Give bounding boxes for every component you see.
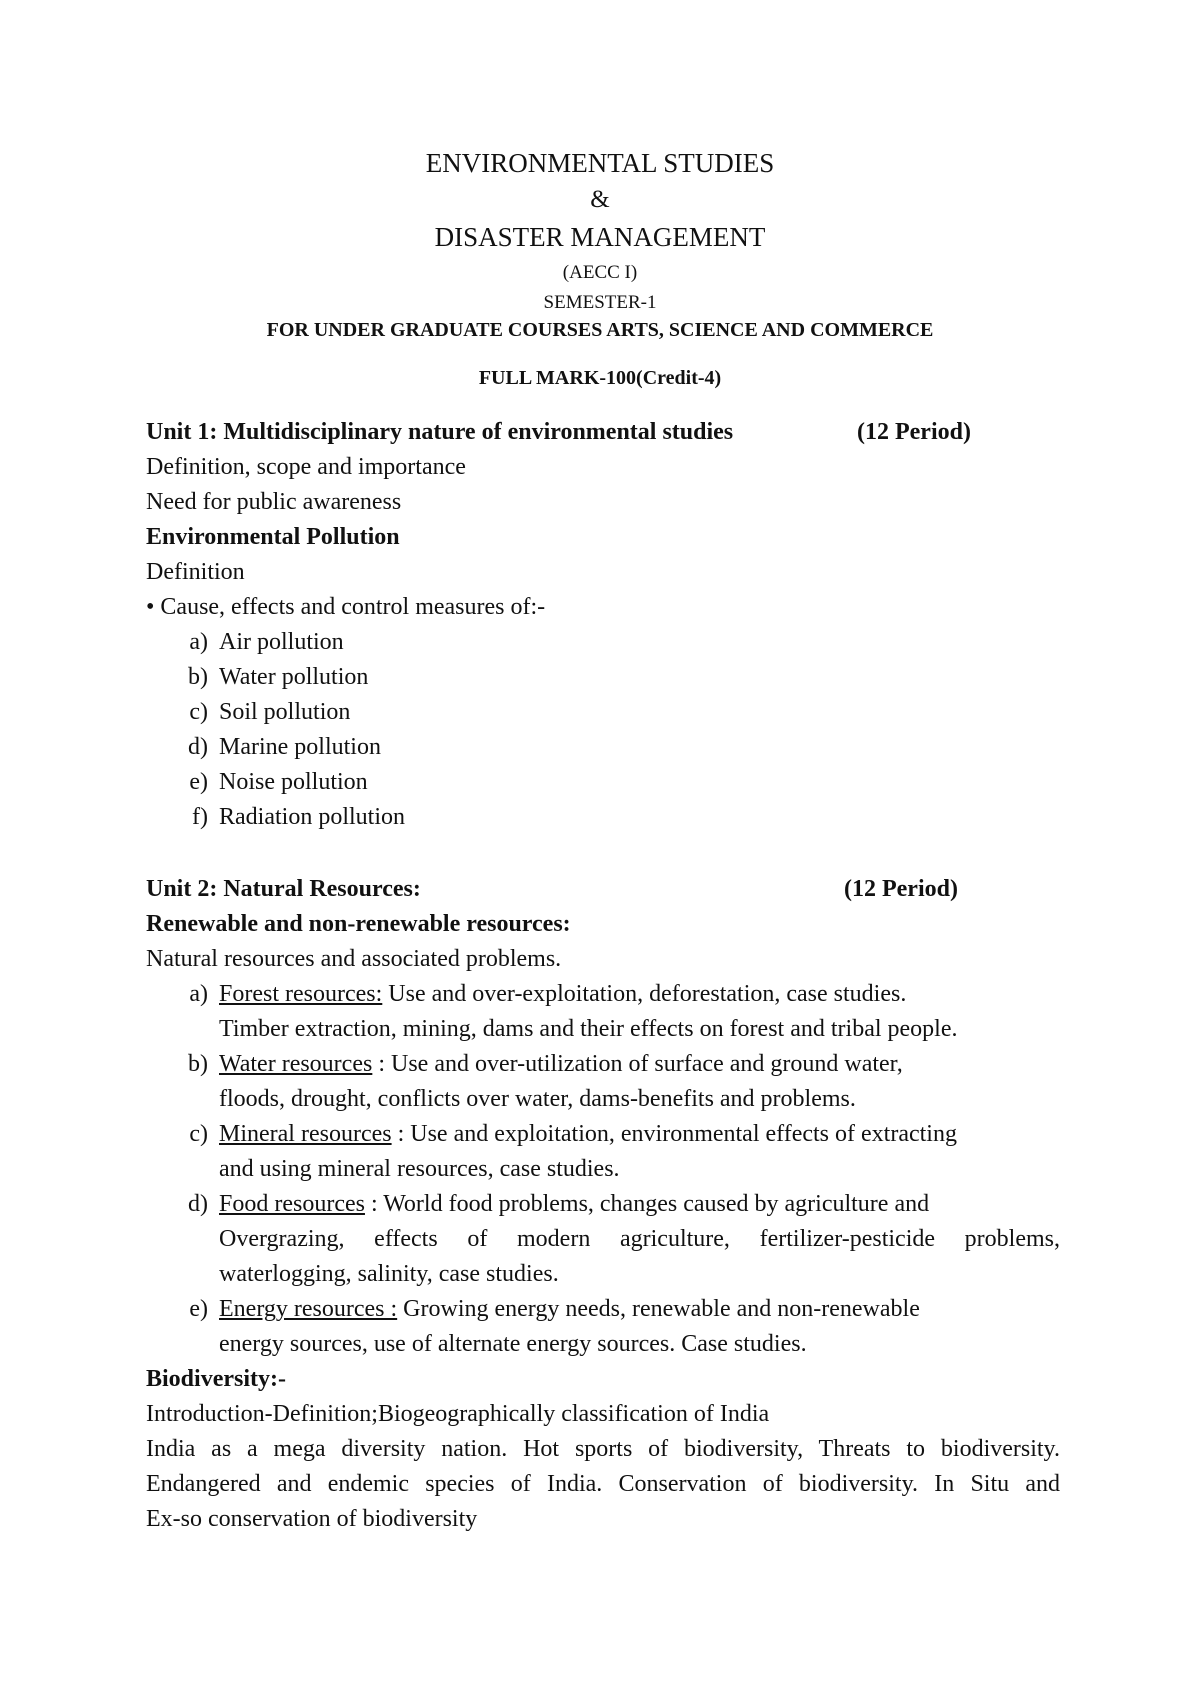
list-marker: b) [188,664,208,690]
list-marker: a) [189,981,208,1007]
unit2-period: (12 Period) [844,876,958,902]
list-text: Water pollution [219,664,369,690]
resource-cont-justified: Overgrazing, effects of modern agriculture, fertilizer-pesticide problems, [219,1226,1060,1252]
list-marker: c) [189,699,208,725]
resource-line [219,1189,929,1219]
resource-line [219,1294,920,1324]
list-marker: f) [192,804,208,830]
unit2-subheading: Renewable and non-renewable resources: [146,911,571,937]
full-mark-label: FULL MARK-100(Credit-4) [478,367,722,389]
title-ampersand: & [590,186,610,213]
unit1-line: Need for public awareness [146,489,402,515]
biodiversity-line: Endangered and endemic species of India. Conservation of biodiversity. In Situ and [146,1471,1060,1497]
resource-line [219,1119,957,1149]
list-marker: d) [188,1191,208,1217]
list-marker: c) [189,1121,208,1147]
list-text: Noise pollution [219,769,368,795]
resource-text: Use and over-exploitation, deforestation, case studies. [382,981,907,1007]
resource-cont-text: energy sources, use of alternate energy sources. Case studies. [219,1331,807,1357]
resource-cont-text: and using mineral resources, case studies. [219,1156,620,1182]
biodiversity-line: Ex-so conservation of biodiversity [146,1506,478,1532]
list-text: Soil pollution [219,699,351,725]
resource-label: Energy resources : [219,1296,398,1322]
unit1-title: Unit 1: Multidisciplinary nature of environmental studies [146,419,734,445]
resource-label: Food resources [219,1191,365,1217]
unit2-title: Unit 2: Natural Resources: [146,876,421,902]
resource-text: : Use and over-utilization of surface and ground water, [372,1051,903,1077]
unit1-period: (12 Period) [857,419,971,445]
list-marker: d) [188,734,208,760]
list-marker: b) [188,1051,208,1077]
cause-line: • Cause, effects and control measures of:- [146,594,546,620]
list-text: Radiation pollution [219,804,405,830]
resource-label: Forest resources: [219,981,383,1007]
resource-label: Water resources [219,1051,373,1077]
semester-label: SEMESTER-1 [543,292,657,313]
resource-label: Mineral resources [219,1121,392,1147]
pollution-heading: Environmental Pollution [146,524,400,550]
list-marker: e) [189,1296,208,1322]
title-line-1: ENVIRONMENTAL STUDIES [425,148,775,178]
resource-line [219,979,906,1009]
resource-text: : Use and exploitation, environmental effects of extracting [391,1121,957,1147]
biodiversity-line: India as a mega diversity nation. Hot sports of biodiversity, Threats to biodiversity. [146,1436,1060,1462]
resource-cont-text: floods, drought, conflicts over water, dams-benefits and problems. [219,1086,856,1112]
pollution-definition: Definition [146,559,245,585]
courses-label: FOR UNDER GRADUATE COURSES ARTS, SCIENCE AND COMMERCE [266,319,934,341]
list-text: Marine pollution [219,734,381,760]
list-marker: a) [189,629,208,655]
unit1-line: Definition, scope and importance [146,454,466,480]
resource-cont-text: waterlogging, salinity, case studies. [219,1261,559,1287]
resource-text: Growing energy needs, renewable and non-renewable [397,1296,920,1322]
resource-text: : World food problems, changes caused by agriculture and [364,1191,930,1217]
course-code: (AECC I) [562,262,638,283]
list-text: Air pollution [219,629,344,655]
resource-cont-text: Timber extraction, mining, dams and their effects on forest and tribal people. [219,1016,958,1042]
unit2-intro: Natural resources and associated problems. [146,946,562,972]
biodiversity-line: Introduction-Definition;Biogeographically classification of India [146,1401,770,1427]
list-marker: e) [189,769,208,795]
title-line-2: DISASTER MANAGEMENT [434,222,766,252]
resource-line [219,1049,903,1079]
biodiversity-heading: Biodiversity:- [146,1366,286,1392]
